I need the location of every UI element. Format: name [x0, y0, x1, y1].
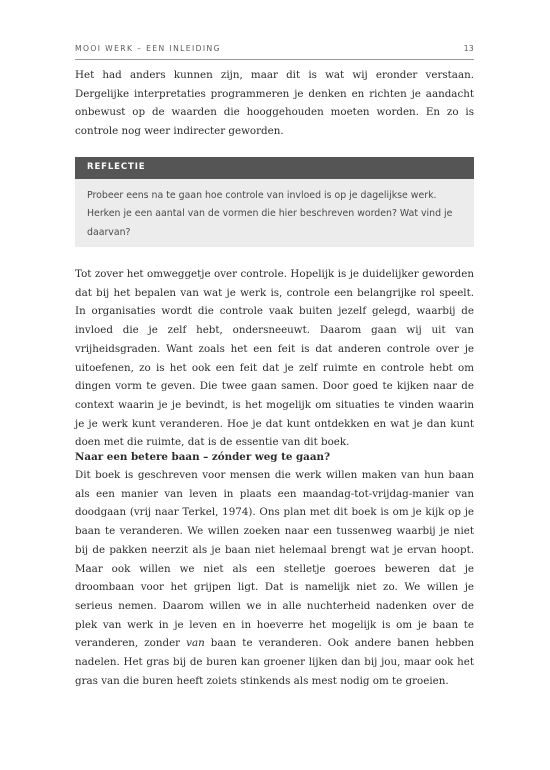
reflectie-box [75, 157, 474, 247]
reflectie-header [75, 157, 474, 179]
reflectie-label: REFLECTIE [87, 162, 146, 172]
body-paragraph-2: Tot zover het omweggetje over controle. Hopelijk is je duidelijker geworden dat bij het bepalen van wat je werk is, controle een belangrijke rol speelt. In organisaties wordt die controle vaak buiten jezelf gelegd, waarbij de invloed die je zelf hebt, ondersneeuwt. Daarom gaan wij uit van vrijheidsgraden. Want zoals het een feit is dat anderen controle over je uitoefenen, zo is het ook een feit dat je zelf ruimte en controle hebt om dingen vorm te geven. Die twee gaan samen. Door goed te kijken naar de context waarin je je bevindt, is het mogelijk om situaties te vinden waarin je je werk kunt veranderen. Hoe je dat kunt ontdekken en wat je dan kunt doen met die ruimte, dat is de essentie van dit boek. [75, 268, 474, 449]
paragraph-3-emphasis: van [186, 637, 205, 650]
paragraph-3-text-start: Dit boek is geschreven voor mensen die werk willen maken van hun baan als een manier van leven in plaats een maandag-tot-vrijdag-manier van doodgaan (vrij naar Terkel, 1974). Ons plan met dit boek is om je kijk op je baan te veranderen. We willen zoeken naar een tussenweg waarbij je niet bij de pakken neerzit als je baan niet helemaal brengt wat je ervan hoopt. Maar ook willen we niet als een stelletje goeroes beweren dat je droombaan voor het grijpen ligt. Dat is namelijk niet zo. We willen je serieus nemen. Daarom willen we in alle nuchterheid nadenken over de plek van werk in je leven en in hoeverre het mogelijk is om je baan te veranderen, zonder [75, 469, 474, 650]
running-head-title: MOOI WERK – EEN INLEIDING [75, 44, 221, 53]
section-heading: Naar een betere baan – zónder weg te gaan? [75, 451, 331, 463]
body-paragraph-3 [75, 466, 474, 690]
reflectie-text: Probeer eens na te gaan hoe controle van invloed is op je dagelijkse werk. Herken je een aantal van de vormen die hier beschreven worden? Wat vind je daarvan? [87, 190, 453, 238]
paragraph-3-text-end: baan te veranderen. Ook andere banen hebben nadelen. Het gras bij de buren kan groener lijken dan bij jou, maar ook het gras van die buren heeft zoiets stinkends als mest nodig om te groeien. [75, 637, 474, 687]
page-number: 13 [463, 44, 474, 53]
body-paragraph-1: Het had anders kunnen zijn, maar dit is wat wij eronder verstaan. Dergelijke interpretaties programmeren je denken en richten je aandacht onbewust op de waarden die hooggehouden moeten worden. En zo is controle nog weer indirecter geworden. [75, 69, 474, 138]
running-head [75, 44, 474, 56]
header-rule [75, 59, 474, 60]
